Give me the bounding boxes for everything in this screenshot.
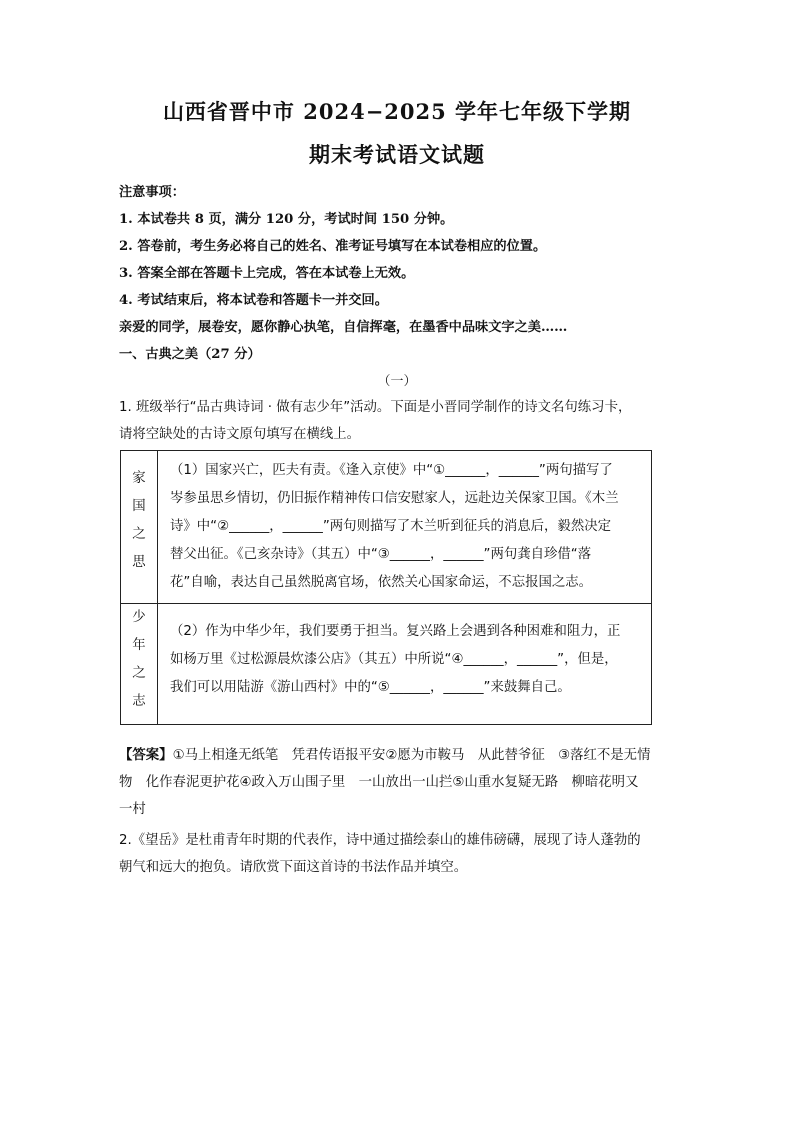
question-2-text: 2.《望岳》是杜甫青年时期的代表作，诗中通过描绘泰山的雄伟磅礴，展现了诗人蓬勃的: [119, 833, 641, 848]
greeting: 亲爱的同学，展卷安，愿你静心执笔，自信挥毫，在墨香中品味文字之美……: [119, 320, 568, 335]
answer-block: [119, 742, 679, 823]
row-heading-char: 志: [132, 694, 146, 709]
fill-blank-text: 如杨万里《过松源晨炊漆公店》（其五）中所说“④______，______”，但是，: [170, 652, 618, 667]
subsection-label: （一）: [377, 374, 417, 389]
row-heading-char: 家: [132, 471, 146, 486]
table-row: [121, 451, 652, 604]
row-heading-char: 年: [132, 638, 146, 653]
row-heading-char: 之: [132, 527, 146, 542]
fill-blank-text: （2）作为中华少年，我们要勇于担当。复兴路上会遇到各种困难和阻力，正: [170, 624, 621, 639]
answer-text: ①马上相逢无纸笔 凭君传语报平安②愿为市鞍马 从此替爷征 ③落红不是无情: [172, 748, 651, 763]
fill-blank-text: 我们可以用陆游《游山西村》中的“⑤______，______”来鼓舞自己。: [170, 680, 571, 695]
row-heading-youth-ambition: [121, 604, 158, 725]
answer-line: 物 化作春泥更护花④政入万山围子里 一山放出一山拦⑤山重水复疑无路 柳暗花明又: [119, 775, 639, 790]
row-content: [158, 604, 652, 725]
notice-heading: 注意事项：: [119, 185, 185, 200]
exam-title: 山西省晋中市 2024−2025 学年七年级下学期: [162, 99, 632, 124]
row-heading-char: 思: [132, 555, 146, 570]
row-content: [158, 451, 652, 604]
row-heading-char: 少: [132, 610, 146, 625]
answer-line: [119, 742, 679, 769]
exam-subtitle: 期末考试语文试题: [309, 142, 485, 167]
notice-item: 2. 答卷前，考生务必将自己的姓名、准考证号填写在本试卷相应的位置。: [119, 239, 547, 254]
table-row: [121, 604, 652, 725]
notice-item: 3. 答案全部在答题卡上完成，答在本试卷上无效。: [119, 266, 415, 281]
row-heading-char: 国: [132, 499, 146, 514]
question-1-text: 1. 班级举行“品古典诗词 · 做有志少年”活动。下面是小晋同学制作的诗文名句练习卡，: [119, 400, 632, 415]
fill-blank-text: 花”自喻，表达自己虽然脱离官场，依然关心国家命运，不忘报国之志。: [170, 575, 593, 590]
row-heading-home-country: [121, 451, 158, 604]
question-2-text: 朝气和远大的抱负。请欣赏下面这首诗的书法作品并填空。: [119, 860, 468, 875]
section-heading: 一、古典之美（27 分）: [119, 347, 261, 362]
poem-practice-card: [120, 450, 652, 725]
notice-item: 4. 考试结束后，将本试卷和答题卡一并交回。: [119, 293, 388, 308]
answer-line: 一村: [119, 802, 146, 817]
fill-blank-text: （1）国家兴亡，匹夫有责。《逢入京使》中“①______，______”两句描写了: [170, 463, 613, 478]
fill-blank-text: 岑参虽思乡情切，仍旧振作精神传口信安慰家人，远赴边关保家卫国。《木兰: [170, 491, 619, 506]
fill-blank-text: 替父出征。《己亥杂诗》（其五）中“③______，______”两句龚自珍借“落: [170, 547, 592, 562]
notice-item: 1. 本试卷共 8 页，满分 120 分，考试时间 150 分钟。: [119, 212, 454, 227]
fill-blank-text: 诗》中“②______，______”两句则描写了木兰听到征兵的消息后，毅然决定: [170, 519, 611, 534]
answer-label: 【答案】: [119, 748, 173, 763]
question-1-text: 请将空缺处的古诗文原句填写在横线上。: [119, 427, 361, 442]
row-heading-char: 之: [132, 666, 146, 681]
